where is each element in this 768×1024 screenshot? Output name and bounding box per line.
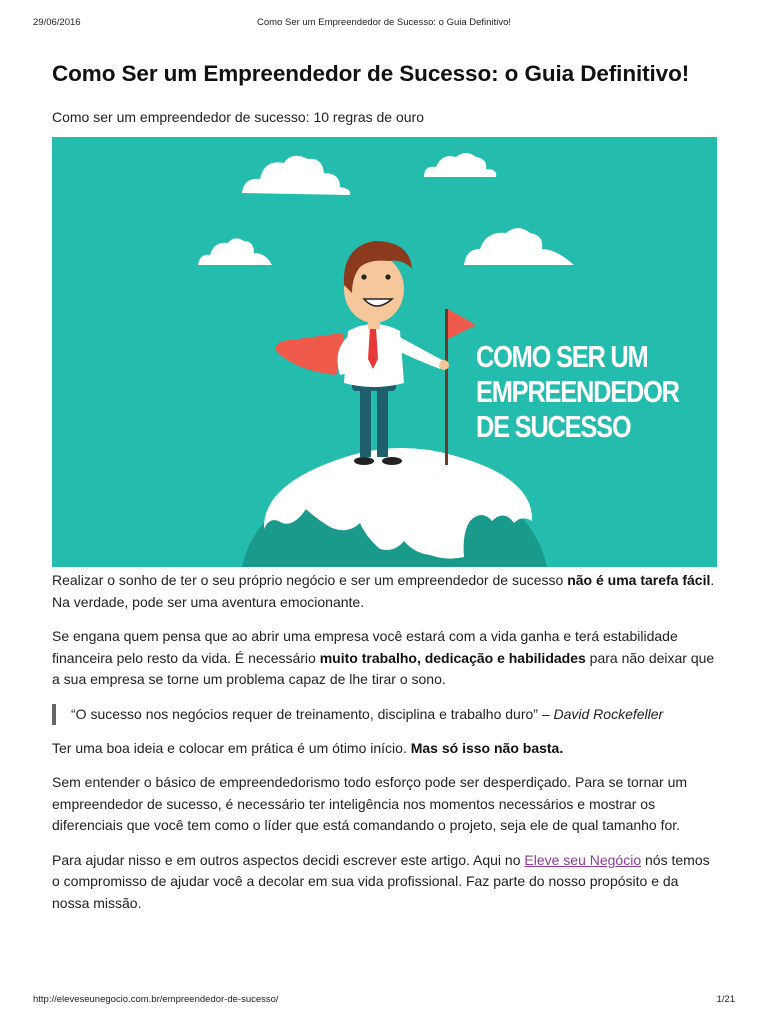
neck [368, 319, 380, 329]
right-leg [377, 385, 388, 457]
paragraph-1 [52, 570, 717, 613]
flag-pole [445, 309, 448, 465]
left-shoe [354, 457, 374, 465]
print-header [33, 17, 735, 31]
paragraph-2 [52, 626, 717, 691]
left-leg [360, 385, 371, 457]
flag [448, 309, 476, 339]
paragraph-2-text: Se engana quem pensa que ao abrir uma empresa você estará com a vida ganha e terá estabilidade financeira pelo resto da vida. É necessário [52, 628, 678, 666]
article-subtitle: Como ser um empreendedor de sucesso: 10 regras de ouro [52, 109, 424, 125]
quote-author: David Rockefeller [553, 705, 664, 722]
paragraph-2-text-end: para não deixar que a sua empresa se torne um problema capaz de lhe tirar o sono. [52, 649, 715, 687]
right-eye [385, 274, 390, 279]
article-title: Como Ser um Empreendedor de Sucesso: o Guia Definitivo! [52, 61, 690, 86]
paragraph-1-text-end: . Na verdade, pode ser uma aventura emocionante. [52, 572, 715, 610]
eleve-seu-negocio-link[interactable]: Eleve seu Negócio [524, 851, 642, 868]
paragraph-5 [52, 850, 717, 915]
paragraph-2-bold: muito trabalho, dedicação e habilidades [319, 649, 586, 666]
hand [439, 360, 449, 370]
article-body [52, 570, 717, 914]
right-shoe [382, 457, 402, 465]
print-footer [33, 994, 735, 1008]
paragraph-3 [52, 738, 717, 760]
print-page-title: Como Ser um Empreendedor de Sucesso: o Guia Definitivo! [257, 17, 511, 28]
left-eye [361, 274, 366, 279]
hero-title-line-3: DE SUCESSO [476, 409, 631, 444]
hero-title [476, 339, 679, 444]
hero-title-line-2: EMPREENDEDOR [476, 374, 679, 409]
print-page-number: 1/21 [716, 994, 735, 1005]
paragraph-1-bold: não é uma tarefa fácil [567, 572, 711, 588]
print-date: 29/06/2016 [33, 17, 81, 28]
paragraph-5-text-end: nós temos o compromisso de ajudar você a decolar em sua vida profissional. Faz parte do nosso propósito e da nossa missão. [52, 851, 710, 911]
paragraph-1-text: Realizar o sonho de ter o seu próprio negócio e ser um empreendedor de sucesso [52, 572, 568, 588]
cape-shape [276, 333, 344, 375]
quote-text: “O sucesso nos negócios requer de treinamento, disciplina e trabalho duro” – [71, 705, 554, 722]
paragraph-4: Sem entender o básico de empreendedorismo todo esforço pode ser desperdiçado. Para se tornar um empreendedor de sucesso, é necessário ter inteligência nos momentos necessários e mostrar os diferenciais que você tem como o líder que está comandando o projeto, seja ele de qual tamanho for. [52, 774, 688, 833]
article [52, 58, 717, 927]
print-url: http://eleveseunegocio.com.br/empreendedor-de-sucesso/ [33, 994, 279, 1005]
paragraph-5-text: Para ajudar nisso e em outros aspectos decidi escrever este artigo. Aqui no [52, 851, 525, 868]
paragraph-3-bold: Mas só isso não basta. [410, 739, 564, 756]
quote-block [52, 704, 717, 725]
hero-title-line-1: COMO SER UM [476, 339, 648, 374]
hero-image [52, 137, 717, 567]
paragraph-3-text: Ter uma boa ideia e colocar em prática é um ótimo início. [52, 739, 411, 756]
